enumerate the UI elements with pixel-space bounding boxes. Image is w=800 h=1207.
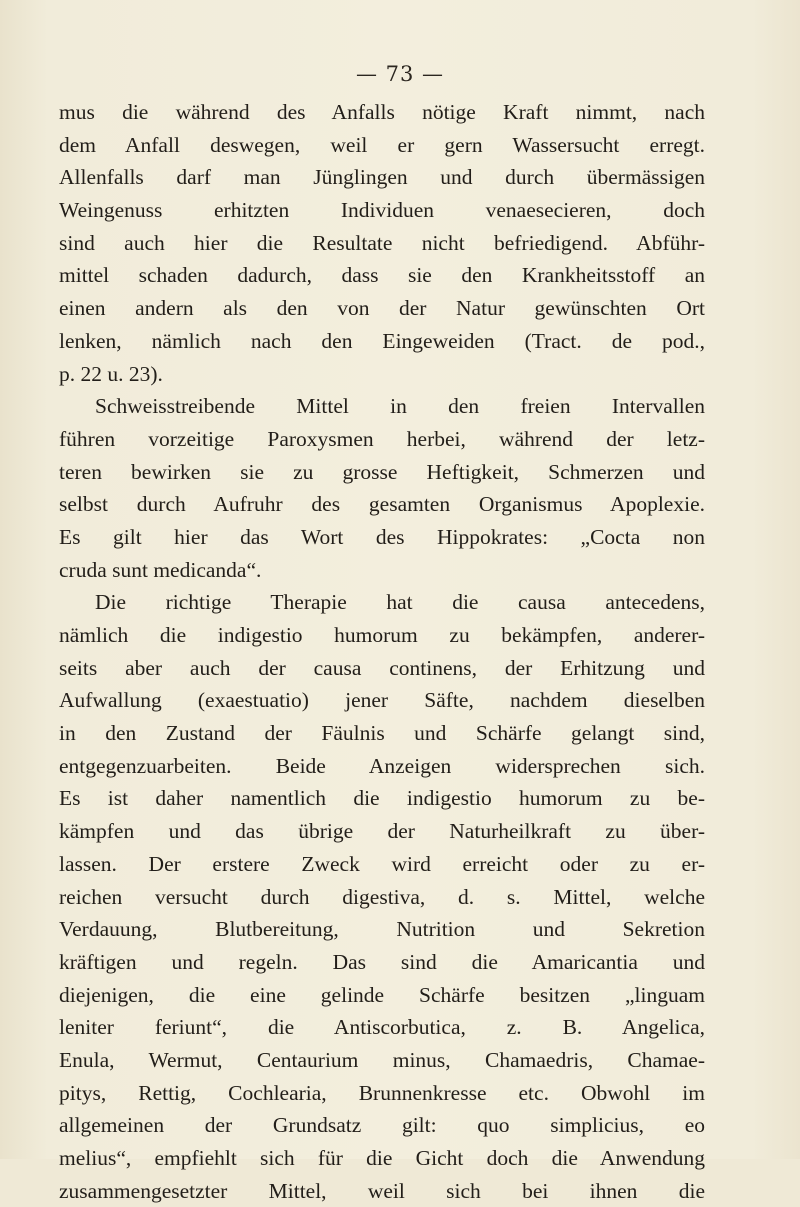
text-line: in den Zustand der Fäulnis und Schärfe gelangt sind, [59, 721, 705, 746]
text-line: zusammengesetzter Mittel, weil sich bei ihnen die [59, 1178, 705, 1203]
text-line: kräftigen und regeln. Das sind die Amaricantia und [59, 949, 705, 974]
text-line: leniter feriunt“, die Antiscorbutica, z. B. Angelica, [59, 1015, 705, 1040]
text-line: nämlich die indigestio humorum zu bekämpfen, anderer- [59, 623, 705, 647]
text-line: lassen. Der erstere Zweck wird erreicht oder zu er- [59, 851, 705, 876]
text-line: sind auch hier die Resultate nicht befriedigend. Abführ- [59, 230, 705, 255]
text-line: p. 22 u. 23). [59, 361, 163, 386]
page-number: — 73 — [355, 62, 445, 86]
text-line: Enula, Wermut, Centaurium minus, Chamaedris, Chamae- [59, 1047, 705, 1072]
text-line: allgemeinen der Grundsatz gilt: quo simplicius, eo [59, 1113, 705, 1138]
text-line: Aufwallung (exaestuatio) jener Säfte, nachdem dieselben [59, 688, 705, 713]
text-line: dem Anfall deswegen, weil er gern Wassersucht erregt. [59, 132, 705, 157]
paragraph-first-line: Die richtige Therapie hat die causa antecedens, [95, 590, 705, 615]
text-line: diejenigen, die eine gelinde Schärfe besitzen „linguam [59, 982, 705, 1007]
text-line: reichen versucht durch digestiva, d. s. Mittel, welche [59, 884, 705, 909]
text-line: kämpfen und das übrige der Naturheilkraft zu über- [59, 819, 705, 844]
text-line: mus die während des Anfalls nötige Kraft nimmt, nach [59, 100, 705, 124]
text-line: selbst durch Aufruhr des gesamten Organismus Apoplexie. [59, 492, 705, 517]
text-line: einen andern als den von der Natur gewünschten Ort [59, 296, 705, 321]
text-line: Allenfalls darf man Jünglingen und durch übermässigen [59, 165, 705, 190]
body-text [59, 96, 705, 1207]
text-line: seits aber auch der causa continens, der Erhitzung und [59, 655, 705, 680]
text-line: Verdauung, Blutbereitung, Nutrition und Sekretion [59, 917, 705, 942]
text-line: führen vorzeitige Paroxysmen herbei, während der letz- [59, 426, 705, 451]
text-line: lenken, nämlich nach den Eingeweiden (Tract. de pod., [59, 328, 705, 353]
text-line: cruda sunt medicanda“. [59, 557, 262, 582]
text-line: teren bewirken sie zu grosse Heftigkeit, Schmerzen und [59, 459, 705, 484]
text-line: Weingenuss erhitzten Individuen venaesecieren, doch [59, 198, 705, 223]
text-line: melius“, empfiehlt sich für die Gicht doch die Anwendung [59, 1146, 705, 1170]
text-line: Es gilt hier das Wort des Hippokrates: „Cocta non [59, 524, 705, 549]
paragraph-first-line: Schweisstreibende Mittel in den freien Intervallen [95, 394, 705, 419]
text-line: entgegenzuarbeiten. Beide Anzeigen widersprechen sich. [59, 753, 705, 778]
text-line: mittel schaden dadurch, dass sie den Krankheitsstoff an [59, 263, 705, 288]
text-line: pitys, Rettig, Cochlearia, Brunnenkresse etc. Obwohl im [59, 1080, 705, 1105]
text-line: Es ist daher namentlich die indigestio humorum zu be- [59, 786, 705, 811]
